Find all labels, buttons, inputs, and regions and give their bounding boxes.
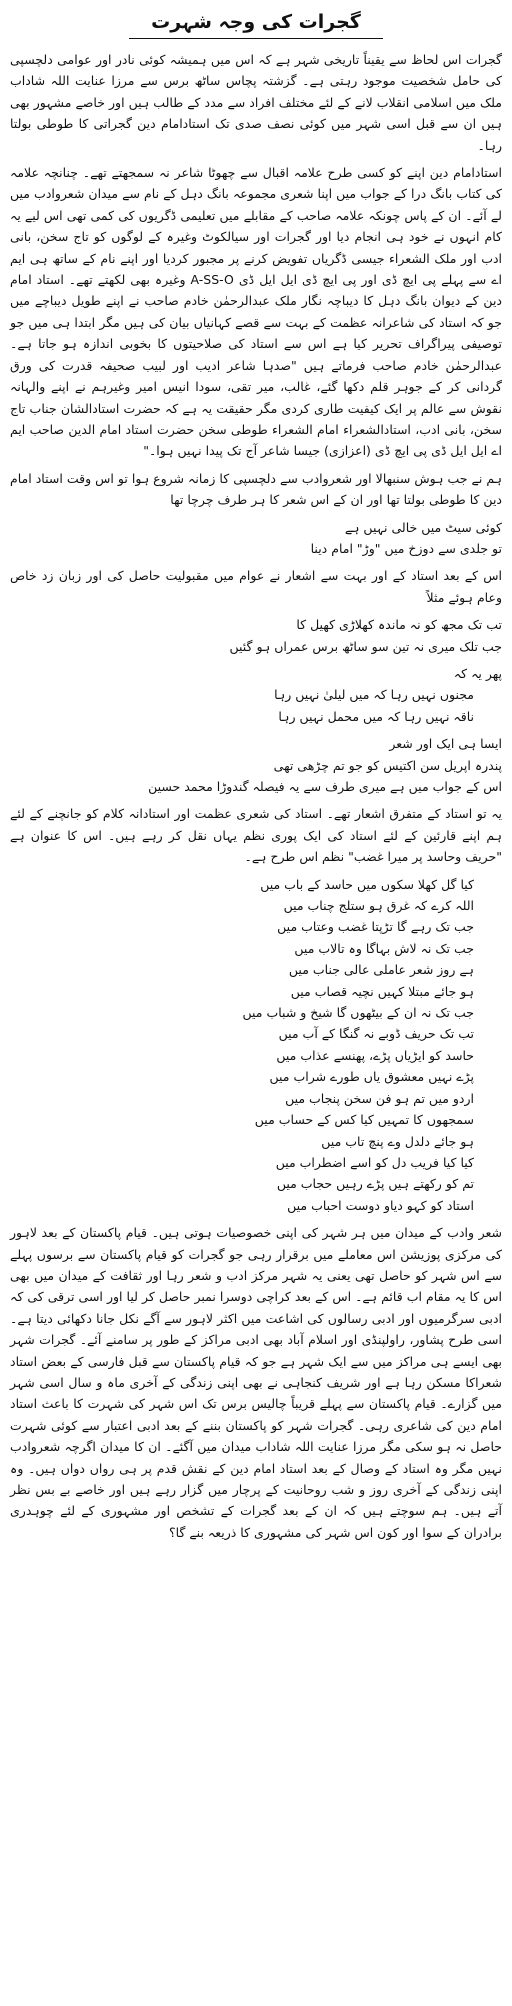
poem-line: تم کو رکھتے ہیں پڑے رہیں حجاب میں: [276, 1176, 474, 1192]
poem-line: کیا گل کھلا سکوں میں حاسد کے باب میں: [260, 876, 474, 892]
poem-line: تب تک حریف ڈوبے نہ گنگا کے آب میں: [278, 1026, 474, 1042]
poem-line: اردو میں تم ہو فن سخن پنجاب میں: [285, 1090, 474, 1106]
verse-line: کوئی سیٹ میں خالی نہیں ہے: [344, 519, 502, 535]
poem-block: [10, 874, 502, 1217]
verse-line: ناقہ نہیں رہا کہ میں محمل نہیں رہا: [278, 708, 474, 724]
poem-line: ہو جائے مبتلا کہیں نچیہ قصاب میں: [290, 983, 474, 999]
paragraph-intro: گجرات اس لحاظ سے یقیناً تاریخی شہر ہے کہ اس میں ہمیشہ کوئی نادر اور عوامی دلچسپی کی حامل شخصیت موجود رہتی ہے۔ گزشتہ پچاس ساٹھ برس سے مرزا عنایت اللہ شاداب ملک میں اسلامی انقلاب لانے کے لئے مختلف افراد سے مدد کے طالب ہیں اور خاصے مشہور بھی ہیں ان سے قبل اسی شہر میں کوئی نصف صدی تک استادامام دین گجراتی کا طوطی بولتا رہا۔: [10, 52, 502, 153]
paragraph-more-verses: اس کے بعد استاد کے اور بہت سے اشعار نے عوام میں مقبولیت حاصل کی اور زبان زد خاص وعام ہوئے مثلاً: [10, 568, 502, 605]
poem-line: سمجھوں کا تمہیں کیا کس کے حساب میں: [254, 1112, 474, 1128]
poem-line: استاد کو کہو دیاو دوست احباب میں: [287, 1197, 474, 1213]
verse-block-1: [10, 517, 502, 560]
verse-line: مجنوں نہیں رہا کہ میں لیلیٰ نہیں رہا: [274, 687, 474, 703]
verse-block-4: [10, 755, 502, 798]
poem-line: جب تک نہ ان کے بیٹھوں گا شیخ و شباب میں: [242, 1005, 474, 1021]
paragraph-poem-intro: یہ تو استاد کے متفرق اشعار تھے۔ استاد کی شعری عظمت اور استادانہ کلام کو جانچنے کے لئے ہم اپنے قارئین کے لئے استاد کی ایک پوری نظم یہاں نقل کر رہے ہیں۔ اس کا عنوان ہے "حریف وحاسد پر میرا غضب" نظم اس طرح ہے۔: [10, 806, 502, 865]
poem-line: ہو جائے دلدل وے پنچ تاب میں: [321, 1133, 474, 1149]
verse-line: تب تک مجھ کو نہ ماندہ کھلاڑی کھیل کا: [296, 617, 502, 633]
verse-block-2: [10, 614, 502, 657]
poem-line: پڑے نہیں معشوق یاں طورے شراب میں: [269, 1069, 474, 1085]
verse-line: پندرہ اپریل سن اکتیس کو جو تم چڑھی تھی: [273, 757, 502, 773]
poem-line: اللہ کرے کہ غرق ہو ستلج چناب میں: [283, 898, 474, 914]
verse-block-3: [10, 684, 502, 727]
paragraph-conclusion: شعر وادب کے میدان میں ہر شہر کی اپنی خصوصیات ہوتی ہیں۔ قیام پاکستان کے بعد لاہور کی مرکزی پوزیشن اس معاملے میں برقرار رہی جو گجرات کو قیام پاکستان سے برسوں پہلے سے اس شہر کو حاصل تھی یعنی یہ شہر مرکز ادب و شعر رہا اور ثقافت کے میدان میں بھی اس کا یہ مقام اب قائم ہے۔ اس کے بعد کراچی دوسرا نمبر حاصل کر لیا اور اسی ترقی کی کہ ادبی سرگرمیوں اور ادبی رسالوں کی اشاعت میں اکثر لاہور سے آگے نکل جانا دکھائی دیتا ہے۔ اسی طرح پشاور، راولپنڈی اور اسلام آباد بھی ادبی مراکز کے طور پر سامنے آئے۔ گجرات شہر بھی ایسے ہی مراکز میں سے ایک شہر ہے جو کہ قیام پاکستان سے قبل فارسی کے بعض استاد شعراکا مسکن رہا ہے اور شریف کنجاہی نے بھی اپنی زندگی کے آخری ماہ و سال اسی شہر میں گزارے۔ قیام پاکستان سے پہلے قریباً چالیس برس تک اس شہر کی شہرت کا باعث استاد امام دین کی شاعری رہی۔ گجرات شہر کو پاکستان بننے کے بعد ادبی اعتبار سے کوئی شہرت حاصل نہ ہو سکی مگر مرزا عنایت اللہ شاداب میدان میں آگئے۔ ان کا میدان اگرچہ شعروادب نہیں مگر وہ استاد کے وصال کے بعد استاد امام دین کے نقش قدم پر ہی رواں دواں ہیں۔ وہ اپنی زندگی کے آخری روز و شب روحانیت کے پرچار میں گزار رہے ہیں اور خاصے بے بس نظر آتے ہیں۔ ہم سوچتے ہیں کہ ان کے بعد گجرات کے تشخص اور مشہوری کے لئے چوہدری برادران کے سوا اور کون اس شہر کی مشہوری کا ذریعہ بنے گا؟: [10, 1225, 502, 1540]
verse-connector: پھر یہ کہ: [453, 665, 502, 681]
paragraph-bang-e-dahal: استادامام دین اپنے کو کسی طرح علامہ اقبال سے چھوٹا شاعر نہ سمجھتے تھے۔ چنانچہ علامہ کی کتاب بانگ درا کے جواب میں اپنا شعری مجموعہ بانگ دہل کے نام سے میدان شعروادب میں لے آئے۔ ان کے پاس چونکہ علامہ صاحب کے مقابلے میں تعلیمی ڈگریوں کی کمی تھی اس لیے یہ کام انہوں نے خود ہی انجام دیا اور گجرات اور سیالکوٹ وغیرہ کے لوگوں کو تاج سخن، بانی ادب اور ملک الشعراء جیسی ڈگریاں تفویض کرنے پر مجبور کردیا اور اپنے نام کے ساتھ ہی ایم اے سے پہلے پی ایچ ڈی اور پی ایچ ڈی ایل ایل ڈی A-SS-O وغیرہ بھی لکھتے تھے۔ استاد امام دین کے دیوان بانگ دہل کا دیباچہ نگار ملک عبدالرحمٰن خادم صاحب نے اپنے طویل دیباچے میں جو کہ استاد کی شاعرانہ عظمت کے بہت سے قصے کہانیاں بیان کی ہیں مگر ابتدا ہی میں جو توصیفی پیراگراف تحریر کیا ہے اس سے استاد کی صلاحیتوں کا بخوبی اندازہ ہو جاتا ہے۔ عبدالرحمٰن خادم صاحب فرماتے ہیں "صدہا شاعر ادیب اور لبیب صحیفہ قدرت کی ورق گردانی کر کے جوہر قلم دکھا گئے، غالب، میر تقی، سودا انیس امیر وغیرہم نے اپنے والہانہ نقوش سے عالم پر ایک کیفیت طاری کردی مگر حقیقت یہ ہے کہ حضرت استادالشان جناب تاج سخن، بانی ادب، استادالشعراء امام الشعراء طوطی سخن حضرت استاد امام الدین صاحب ایم اے ایل ایل ڈی پی ایچ ڈی (اعزازی) جیسا شاعر آج تک پیدا نہیں ہوا۔": [10, 165, 502, 459]
paragraph-famous-verse-intro: ہم نے جب ہوش سنبھالا اور شعروادب سے دلچسپی کا زمانہ شروع ہوا تو اس وقت استاد امام دین کا طوطی بولتا تھا اور ان کے اس شعر کا ہر طرف چرچا تھا: [10, 470, 502, 508]
poem-line: کیا کیا فریب دل کو اسے اضطراب میں: [275, 1154, 474, 1170]
verse-line: تو جلدی سے دوزخ میں "وڑ" امام دینا: [310, 540, 502, 556]
poem-line: ہے روز شعر عاملی عالی جناب میں: [288, 962, 474, 978]
verse-line: اس کے جواب میں ہے میری طرف سے یہ فیصلہ گندوڑا محمد حسین: [148, 779, 502, 794]
poem-line: حاسد کو ایڑیاں پڑے، پھنسے عذاب میں: [276, 1047, 474, 1063]
poem-line: جب تک نہ لاش بہاگا وہ تالاب میں: [294, 940, 474, 956]
verse-connector: ایسا ہی ایک اور شعر: [389, 736, 502, 752]
verse-line: جب تلک میری نہ تین سو ساٹھ برس عمراں ہو گئیں: [229, 638, 502, 654]
poem-line: جب تک رہے گا تڑپتا غضب وعتاب میں: [277, 919, 474, 935]
article-title: گجرات کی وجہ شہرت: [10, 8, 502, 39]
